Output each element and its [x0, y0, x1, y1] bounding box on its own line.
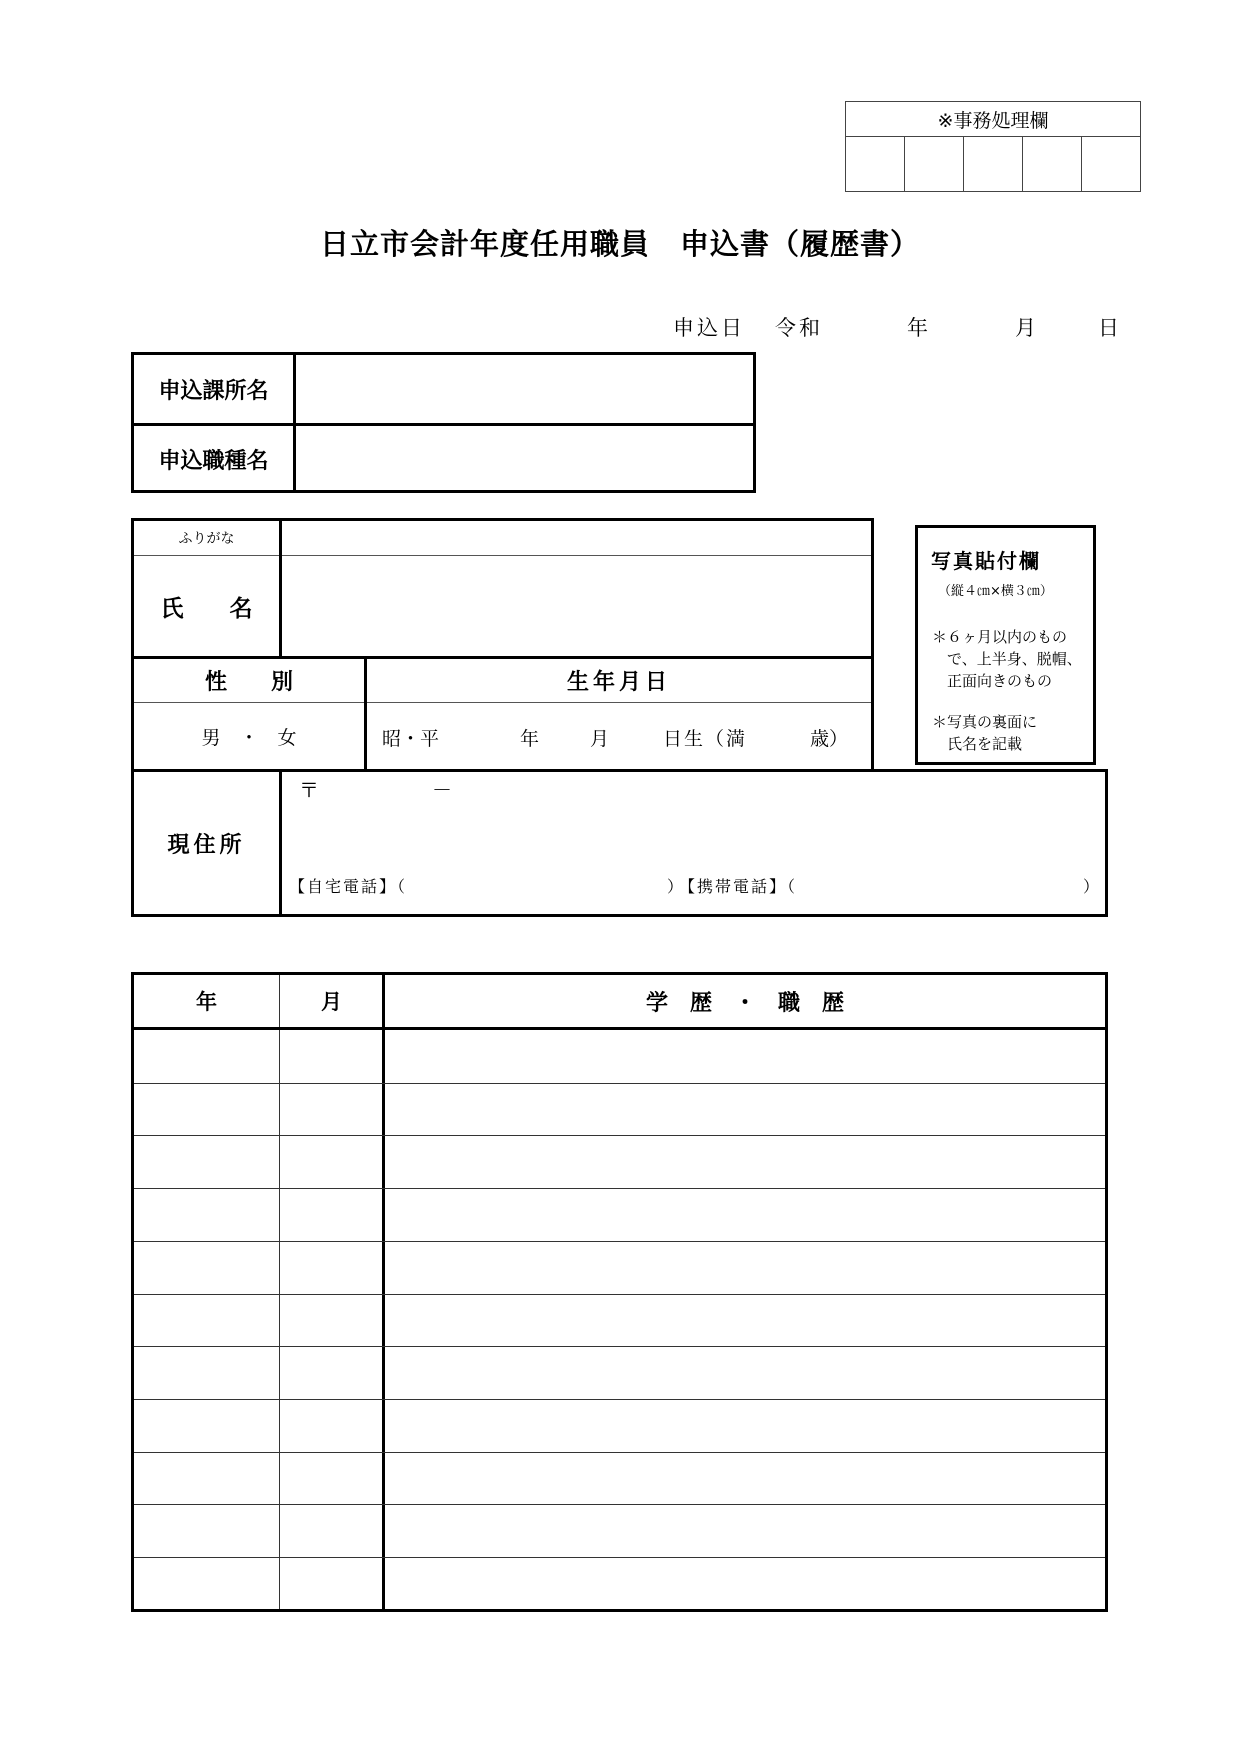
history-year-cell[interactable] [134, 1190, 279, 1239]
history-year-cell[interactable] [134, 1401, 279, 1450]
history-content-cell[interactable] [385, 1190, 1105, 1239]
birth-month-unit: 月 [590, 728, 610, 750]
divider [279, 975, 280, 1609]
birth-era-options[interactable]: 昭・平 [382, 728, 440, 750]
history-content-header: 学 歴 ・ 職 歴 [645, 990, 844, 1016]
history-month-cell[interactable] [281, 1348, 382, 1397]
history-year-cell[interactable] [134, 1296, 279, 1345]
divider [134, 1452, 1105, 1453]
divider [134, 1241, 1105, 1242]
home-phone-close: ） [667, 877, 684, 896]
history-year-cell[interactable] [134, 1454, 279, 1503]
history-content-cell[interactable] [385, 1296, 1105, 1345]
mobile-phone-label: 【携帯電話】（ [679, 877, 798, 896]
divider [134, 702, 871, 703]
name-field[interactable] [282, 556, 871, 656]
application-day-unit: 日 [1098, 316, 1122, 340]
birth-date-label: 生年月日 [566, 670, 671, 695]
divider [134, 1188, 1105, 1189]
history-month-header: 月 [321, 990, 342, 1014]
application-year-field[interactable] [830, 306, 900, 336]
history-month-cell[interactable] [281, 1559, 382, 1608]
postal-mark: 〒 [299, 778, 319, 802]
job-type-field[interactable] [296, 426, 753, 490]
photo-note-line: 正面向きのもの [947, 672, 1053, 690]
history-content-cell[interactable] [385, 1506, 1105, 1555]
divider [134, 1504, 1105, 1505]
history-content-cell[interactable] [385, 1243, 1105, 1292]
photo-note-line: ＊写真の裏面に [932, 713, 1038, 731]
mobile-phone-close: ） [1083, 877, 1100, 896]
divider [134, 1346, 1105, 1347]
office-use-box [845, 101, 1141, 192]
department-table [131, 352, 756, 493]
history-month-cell[interactable] [281, 1506, 382, 1555]
address-table [131, 769, 1108, 917]
furigana-field[interactable] [282, 521, 871, 555]
history-month-cell[interactable] [281, 1190, 382, 1239]
history-year-cell[interactable] [134, 1506, 279, 1555]
furigana-label: ふりがな [178, 531, 235, 547]
history-content-cell[interactable] [385, 1348, 1105, 1397]
birth-day-suffix: 日生（満 [663, 728, 748, 750]
job-type-label: 申込職種名 [158, 448, 269, 474]
office-use-cell[interactable] [846, 137, 905, 191]
postal-code-field-1[interactable] [324, 774, 424, 802]
divider [134, 1135, 1105, 1136]
history-month-cell[interactable] [281, 1454, 382, 1503]
photo-size: （縦４㎝×横３㎝） [938, 584, 1053, 599]
divider [134, 1083, 1105, 1084]
divider [134, 1294, 1105, 1295]
history-content-cell[interactable] [385, 1454, 1105, 1503]
history-content-cell[interactable] [385, 1137, 1105, 1186]
document-title: 日立市会計年度任用職員 申込書（履歴書） [319, 227, 920, 261]
mobile-phone-field[interactable] [844, 870, 1084, 898]
gender-options[interactable]: 男 ・ 女 [201, 727, 297, 749]
history-year-cell[interactable] [134, 1348, 279, 1397]
history-content-cell[interactable] [385, 1085, 1105, 1134]
history-month-cell[interactable] [281, 1032, 382, 1081]
history-year-cell[interactable] [134, 1559, 279, 1608]
history-month-cell[interactable] [281, 1401, 382, 1450]
history-content-cell[interactable] [385, 1559, 1105, 1608]
history-year-cell[interactable] [134, 1032, 279, 1081]
name-label: 氏 名 [160, 595, 253, 622]
history-month-cell[interactable] [281, 1296, 382, 1345]
history-year-header: 年 [196, 990, 217, 1014]
personal-info-table [131, 518, 874, 772]
history-content-cell[interactable] [385, 1032, 1105, 1081]
office-use-cell[interactable] [964, 137, 1023, 191]
office-use-cell[interactable] [1023, 137, 1082, 191]
postal-code-field-2[interactable] [454, 774, 574, 802]
photo-title: 写真貼付欄 [931, 549, 1041, 573]
application-month-unit: 月 [1015, 316, 1039, 340]
office-use-cell[interactable] [1082, 137, 1141, 191]
office-name-label: 申込課所名 [158, 378, 269, 404]
application-day-field[interactable] [1045, 306, 1095, 336]
office-name-field[interactable] [296, 355, 753, 423]
photo-note-line: 氏名を記載 [947, 735, 1023, 753]
history-month-cell[interactable] [281, 1137, 382, 1186]
address-field[interactable] [294, 808, 1094, 852]
office-use-cell[interactable] [905, 137, 964, 191]
photo-note-line: で、上半身、脱帽、 [947, 650, 1082, 668]
age-unit: 歳） [810, 728, 849, 750]
application-year-unit: 年 [907, 316, 931, 340]
history-month-cell[interactable] [281, 1243, 382, 1292]
postal-dash: － [432, 778, 452, 802]
photo-box[interactable] [915, 525, 1096, 765]
history-content-cell[interactable] [385, 1401, 1105, 1450]
application-date-label: 申込日 [673, 316, 745, 340]
office-use-label: ※事務処理欄 [846, 102, 1140, 137]
gender-label: 性 別 [204, 670, 293, 695]
divider [279, 772, 282, 914]
birth-year-unit: 年 [520, 728, 540, 750]
history-year-cell[interactable] [134, 1085, 279, 1134]
divider [134, 1027, 1105, 1030]
address-label: 現住所 [167, 832, 246, 858]
history-table [131, 972, 1108, 1612]
divider [134, 1557, 1105, 1558]
application-date-era: 令和 [775, 316, 823, 340]
history-year-cell[interactable] [134, 1137, 279, 1186]
history-year-cell[interactable] [134, 1243, 279, 1292]
photo-note-line: ＊６ヶ月以内のもの [932, 628, 1068, 646]
divider [134, 1399, 1105, 1400]
home-phone-label: 【自宅電話】（ [289, 877, 408, 896]
history-month-cell[interactable] [281, 1085, 382, 1134]
application-month-field[interactable] [940, 306, 1010, 336]
